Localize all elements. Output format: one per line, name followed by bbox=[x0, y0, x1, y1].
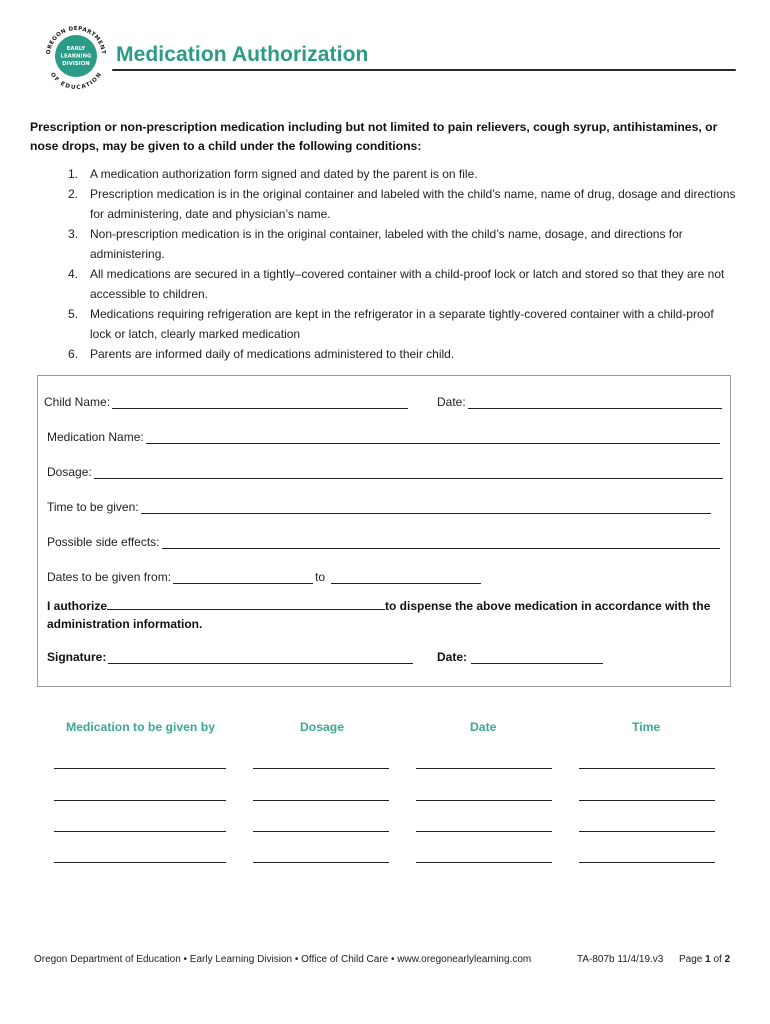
medication-name-line[interactable] bbox=[146, 430, 720, 444]
signature-date-label: Date: bbox=[437, 650, 468, 664]
log-row-1-date-line[interactable] bbox=[416, 768, 552, 769]
log-row-3-date-line[interactable] bbox=[416, 831, 552, 832]
log-row-3-given-by-line[interactable] bbox=[54, 831, 226, 832]
signature-field[interactable] bbox=[47, 650, 413, 664]
condition-item: 4. All medications are secured in a tightly–covered container with a child-proof lock or latch and stored so that they are not accessible to children. bbox=[68, 267, 725, 301]
dates-to-line[interactable] bbox=[331, 570, 481, 584]
log-row-4-dosage-line[interactable] bbox=[253, 862, 389, 863]
authorize-suffix: to dispense the above medication in accordance with the administration information. bbox=[47, 599, 711, 631]
log-row-2-time-line[interactable] bbox=[579, 800, 715, 801]
col-header-time: Time bbox=[632, 720, 661, 734]
log-row-1-dosage-line[interactable] bbox=[253, 768, 389, 769]
log-row-2-date-line[interactable] bbox=[416, 800, 552, 801]
condition-item: 2. Prescription medication is in the original container and labeled with the child’s name, name of drug, dosage and directions for administering, date and physician’s name. bbox=[68, 187, 736, 221]
log-row-1-given-by-line[interactable] bbox=[54, 768, 226, 769]
authorize-statement bbox=[47, 597, 727, 633]
dosage-label: Dosage: bbox=[47, 465, 92, 479]
log-row-2-dosage-line[interactable] bbox=[253, 800, 389, 801]
log-row-2-given-by-line[interactable] bbox=[54, 800, 226, 801]
medication-name-label: Medication Name: bbox=[47, 430, 144, 444]
condition-item: 3. Non-prescription medication is in the original container, labeled with the child’s name, dosage, and directions for administering. bbox=[68, 227, 683, 261]
dosage-line[interactable] bbox=[94, 465, 723, 479]
side-effects-label: Possible side effects: bbox=[47, 535, 160, 549]
dosage-field[interactable] bbox=[47, 465, 723, 479]
signature-line[interactable] bbox=[108, 650, 413, 664]
oregon-ede-logo bbox=[40, 20, 112, 92]
col-header-given-by: Medication to be given by bbox=[66, 720, 215, 734]
time-line[interactable] bbox=[141, 500, 711, 514]
log-row-3-dosage-line[interactable] bbox=[253, 831, 389, 832]
side-effects-line[interactable] bbox=[162, 535, 720, 549]
date-line[interactable] bbox=[468, 395, 722, 409]
page-title: Medication Authorization bbox=[116, 43, 369, 66]
svg-text:OREGON DEPARTMENT: OREGON DEPARTMENT bbox=[45, 25, 107, 55]
date-field[interactable] bbox=[437, 395, 722, 409]
log-row-4-date-line[interactable] bbox=[416, 862, 552, 863]
authorization-form bbox=[37, 375, 731, 687]
authorize-prefix: I authorize bbox=[47, 599, 108, 613]
date-label: Date: bbox=[437, 395, 466, 409]
condition-item: 1. A medication authorization form signed and dated by the parent is on file. bbox=[68, 167, 478, 181]
log-row-4-time-line[interactable] bbox=[579, 862, 715, 863]
header-divider bbox=[112, 69, 736, 71]
child-name-label: Child Name: bbox=[44, 395, 111, 409]
condition-item: 5. Medications requiring refrigeration are kept in the refrigerator in a separate tightly-covered container with a child-proof lock or latch, clearly marked medication bbox=[68, 307, 714, 341]
svg-text:OF EDUCATION: OF EDUCATION bbox=[48, 71, 104, 92]
child-name-field[interactable] bbox=[44, 395, 408, 409]
dates-to-label: to bbox=[315, 570, 326, 584]
signature-date-line[interactable] bbox=[471, 650, 603, 664]
log-row-3-time-line[interactable] bbox=[579, 831, 715, 832]
footer-page-number: Page 1 of 2 bbox=[679, 954, 731, 965]
log-row-1-time-line[interactable] bbox=[579, 768, 715, 769]
time-label: Time to be given: bbox=[47, 500, 139, 514]
footer-form-id: TA-807b 11/4/19.v3 bbox=[577, 954, 664, 965]
log-row-4-given-by-line[interactable] bbox=[54, 862, 226, 863]
medication-name-field[interactable] bbox=[47, 430, 720, 444]
intro-paragraph: Prescription or non-prescription medication including but not limited to pain relievers, cough syrup, antihistamines, or nose drops, may be given to a child under the following conditions: bbox=[30, 120, 718, 153]
svg-text:LEARNING: LEARNING bbox=[60, 53, 92, 60]
dates-from-line[interactable] bbox=[173, 570, 313, 584]
conditions-list bbox=[66, 164, 736, 364]
dates-from-label: Dates to be given from: bbox=[47, 570, 172, 584]
condition-item: 6. Parents are informed daily of medications administered to their child. bbox=[68, 347, 455, 361]
footer-org-line: Oregon Department of Education • Early Learning Division • Office of Child Care • www.oregonearlylearning.com bbox=[34, 954, 532, 965]
signature-date-field[interactable] bbox=[437, 650, 603, 664]
side-effects-field[interactable] bbox=[47, 535, 720, 549]
authorize-name-line[interactable] bbox=[107, 597, 385, 610]
col-header-dosage: Dosage bbox=[300, 720, 345, 734]
child-name-line[interactable] bbox=[112, 395, 408, 409]
svg-text:DIVISION: DIVISION bbox=[62, 61, 90, 67]
col-header-date: Date bbox=[470, 720, 497, 734]
svg-text:EARLY: EARLY bbox=[66, 46, 86, 52]
time-field[interactable] bbox=[47, 500, 711, 514]
signature-label: Signature: bbox=[47, 650, 107, 664]
dates-from-field[interactable] bbox=[47, 570, 481, 584]
